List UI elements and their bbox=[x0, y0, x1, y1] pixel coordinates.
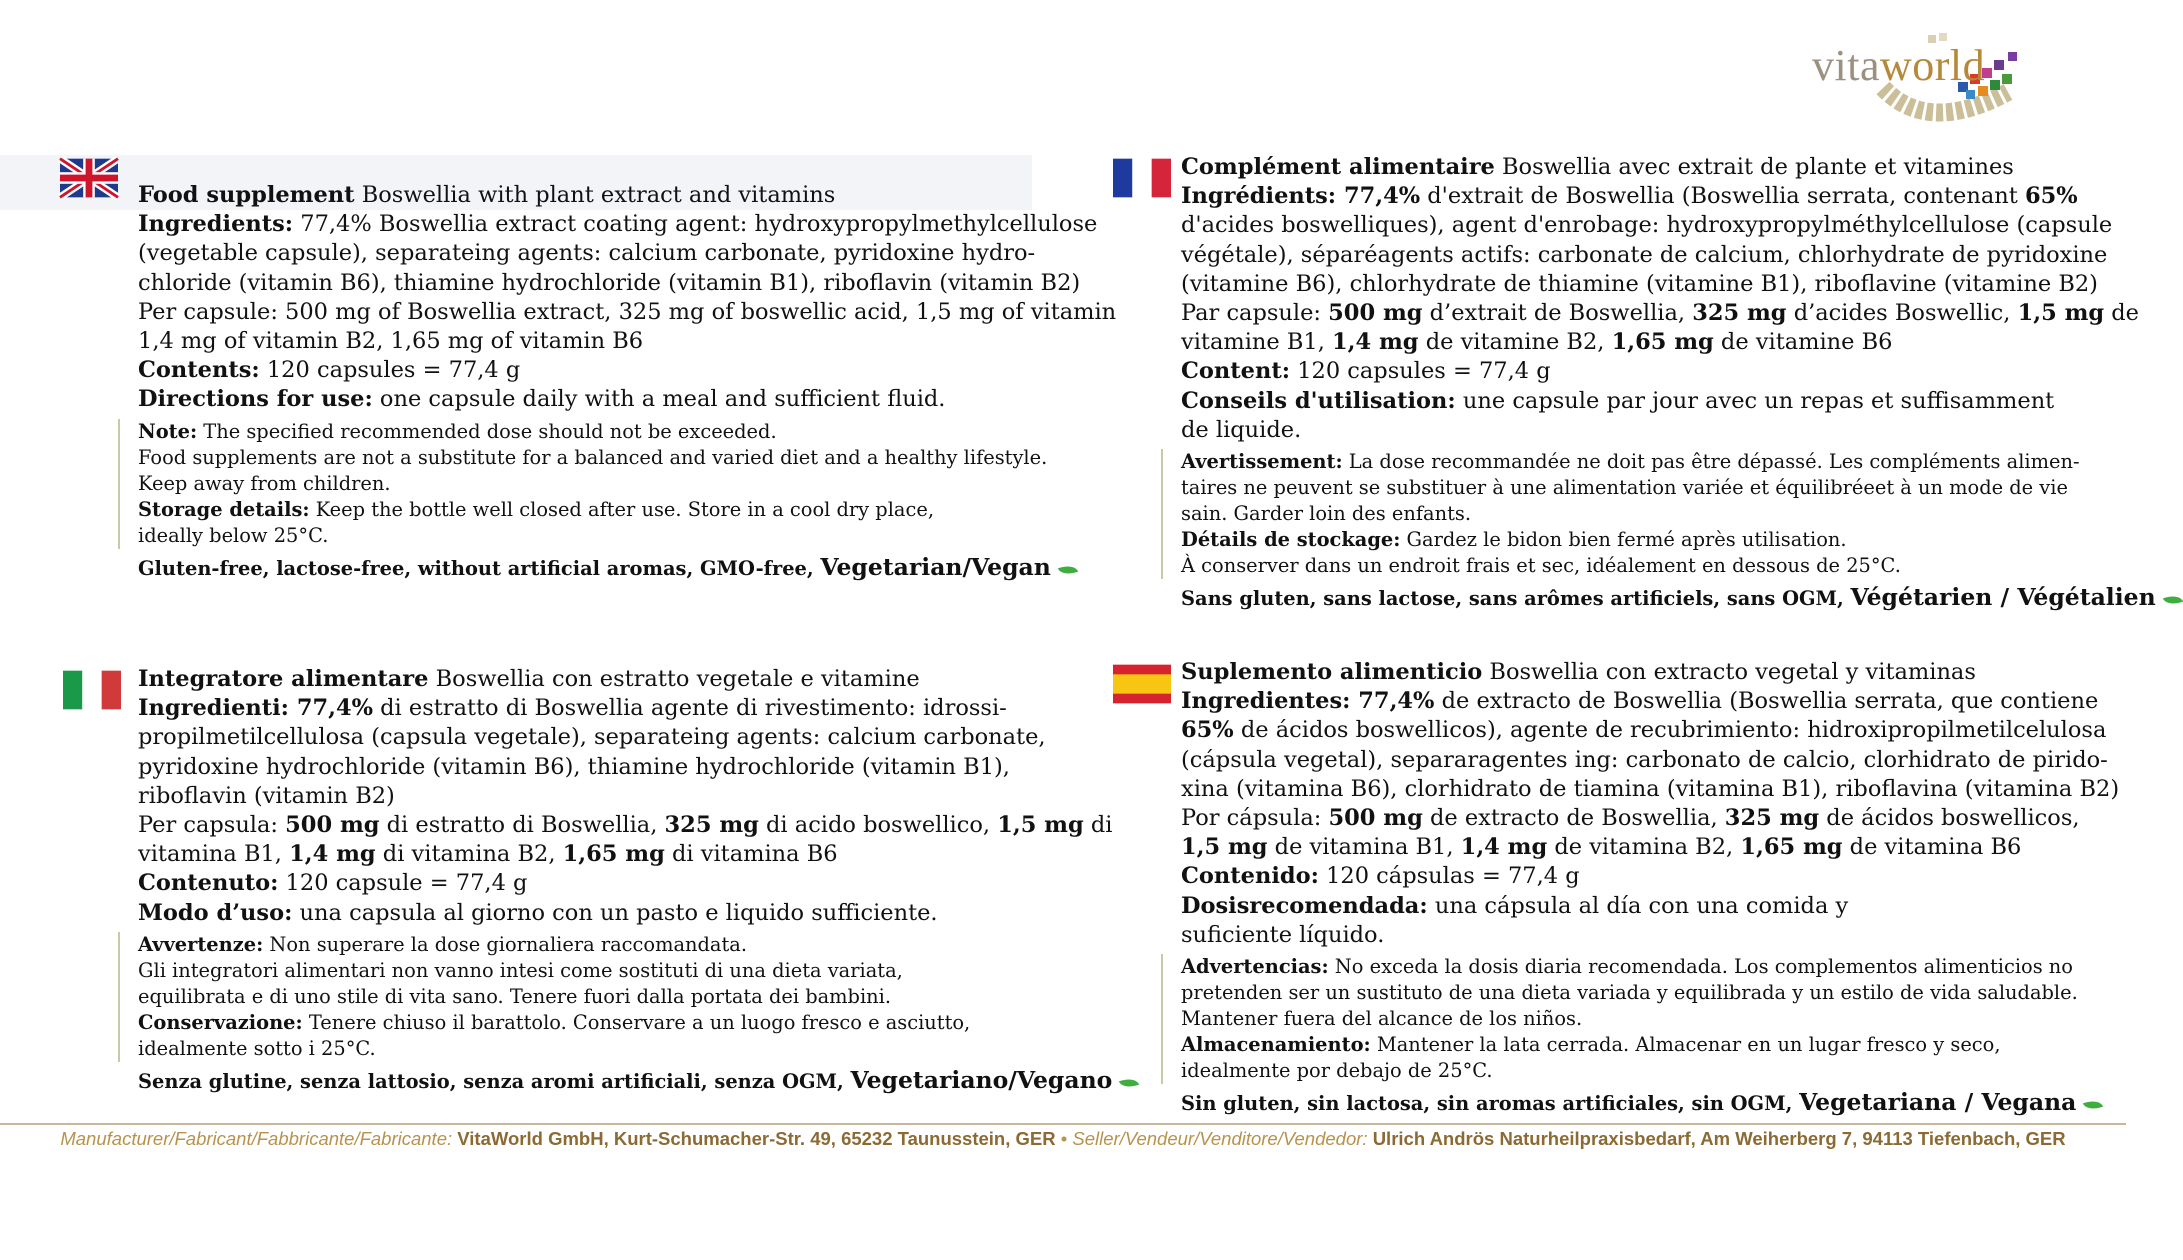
en-ingredients: Ingredients: 77,4% Boswellia extract coating agent: hydroxypropylmethylcellulose bbox=[138, 211, 1098, 238]
en-contents: Contents: 120 capsules = 77,4 g bbox=[138, 357, 521, 384]
es-allergen-info: Sin gluten, sin lactosa, sin aromas artificiales, sin OGM, Vegetariana / Vegana bbox=[1181, 1088, 2181, 1118]
en-ingredients-line2: (vegetable capsule), separateing agents: calcium carbonate, pyridoxine hydro- bbox=[138, 240, 1036, 267]
en-directions: Directions for use: one capsule daily with a meal and sufficient fluid. bbox=[138, 386, 946, 413]
en-allergen-info: Gluten-free, lactose-free, without artificial aromas, GMO-free, Vegetarian/Vegan bbox=[138, 553, 1138, 583]
it-per-capsule: Per capsula: 500 mg di estratto di Boswellia, 325 mg di acido boswellico, 1,5 mg di bbox=[138, 812, 1113, 839]
fr-contents: Content: 120 capsules = 77,4 g bbox=[1181, 358, 1551, 385]
fr-heading: Complément alimentaire Boswellia avec extrait de plante et vitamines bbox=[1181, 154, 2014, 180]
italian-section: Integratore alimentare Boswellia con estratto vegetale e vitamine Ingredienti: 77,4% di estratto di Boswellia agente di rivestimento: idrossi- propilmetilcellulosa (capsula vegetale), separateing agents: calcium carbonate, pyridoxine hydrochloride (vitamin B6), thiamine hydrochloride (vitamin B1), riboflavin (vitamin B2) Per capsula: 500 mg di estratto di Boswellia, 325 mg di acido boswellico, 1,5 mg di vitamina B1, 1,4 mg di vitamina B2, 1,65 mg di vitamina B6 Contenuto: 120 capsule = 77,4 g Modo d’uso: una capsula al giorno con un pasto e liquido sufficiente. Avvertenze: Non superare la dose giornaliera raccomandata. Gli integratori alimentari non vanno intesi come sostituti di una dieta variata, equilibrata e di uno stile di vita sano. Tenere fuori dalla portata dei bambini. Conservazione: Tenere chiuso il barattolo. Conservare a un luogo fresco e asciutto, idealmente sotto i 25°C. Senza glutine, senza lattosio, senza aromi artificiali, senza OGM, Vegetariano/Vegano bbox=[138, 665, 1138, 1096]
footer: Manufacturer/Fabricant/Fabbricante/Fabricante: VitaWorld GmbH, Kurt-Schumacher-Str. 49, 65232 Taunusstein, GER • Seller/Vendeur/Venditore/Vendedor: Ulrich Andrös Naturheilpraxisbedarf, Am Weiherberg 7, 94113 Tiefenbach, GER bbox=[60, 1128, 2066, 1149]
en-notes: Note: The specified recommended dose should not be exceeded. Food supplements are not a substitute for a balanced and varied diet and a healthy lifestyle. Keep away from children. Storage details: Keep the bottle well closed after use. Store in a cool dry place, ideally below 25°C. bbox=[118, 419, 1138, 549]
en-ingredients-line3: chloride (vitamin B6), thiamine hydrochloride (vitamin B1), riboflavin (vitamin B2) bbox=[138, 269, 1081, 296]
leaf-icon bbox=[2163, 592, 2183, 608]
it-contents: Contenuto: 120 capsule = 77,4 g bbox=[138, 870, 528, 897]
fr-directions: Conseils d'utilisation: une capsule par jour avec un repas et suffisamment bbox=[1181, 387, 2055, 414]
seller: Ulrich Andrös Naturheilpraxisbedarf, Am Weiherberg 7, 94113 Tiefenbach, GER bbox=[1372, 1128, 2066, 1149]
it-heading: Integratore alimentare Boswellia con estratto vegetale e vitamine bbox=[138, 666, 920, 692]
es-per-capsule: Por cápsula: 500 mg de extracto de Boswellia, 325 mg de ácidos boswellicos, bbox=[1181, 805, 2080, 832]
es-heading: Suplemento alimenticio Boswellia con extracto vegetal y vitaminas bbox=[1181, 659, 1976, 685]
fr-per-capsule: Par capsule: 500 mg d’extrait de Boswellia, 325 mg d’acides Boswellic, 1,5 mg de bbox=[1181, 300, 2139, 327]
french-section: Complément alimentaire Boswellia avec extrait de plante et vitamines Ingrédients: 77,4% d'extrait de Boswellia (Boswellia serrata, contenant 65% d'acides boswelliques), agent d'enrobage: hydroxypropylméthylcellulose (capsule végétale), séparéagents actifs: carbonate de calcium, chlorhydrate de pyridoxine (vitamine B6), chlorhydrate de thiamine (vitamine B1), riboflavine (vitamine B2) Par capsule: 500 mg d’extrait de Boswellia, 325 mg d’acides Boswellic, 1,5 mg de vitamine B1, 1,4 mg de vitamine B2, 1,65 mg de vitamine B6 Content: 120 capsules = 77,4 g Conseils d'utilisation: une capsule par jour avec un repas et suffisamment de liquide. Avertissement: La dose recommandée ne doit pas être dépassé. Les compléments alimen- taires ne peuvent se substituer à une alimentation variée et équilibréeet à un mode de vie sain. Garder loin des enfants. Détails de stockage: Gardez le bidon bien fermé après utilisation. À conserver dans un endroit frais et sec, idéalement en dessous de 25°C. Sans gluten, sans lactose, sans arômes artificiels, sans OGM, Végétarien / Végétalien bbox=[1181, 153, 2181, 613]
leaf-icon bbox=[2083, 1097, 2103, 1113]
logo-text: vitaworld bbox=[1812, 41, 1986, 90]
en-heading: Food supplement Boswellia with plant extract and vitamins bbox=[138, 182, 836, 208]
it-allergen-info: Senza glutine, senza lattosio, senza aromi artificiali, senza OGM, Vegetariano/Vegano bbox=[138, 1066, 1138, 1096]
spanish-section: Suplemento alimenticio Boswellia con extracto vegetal y vitaminas Ingredientes: 77,4% de extracto de Boswellia (Boswellia serrata, que contiene 65% de ácidos boswellicos), agente de recubrimiento: hidroxipropilmetilcelulosa (cápsula vegetal), separaragentes ing: carbonato de calcio, clorhidrato de pirido- xina (vitamina B6), clorhidrato de tiamina (vitamina B1), riboflavina (vitamina B2) Por cápsula: 500 mg de extracto de Boswellia, 325 mg de ácidos boswellicos, 1,5 mg de vitamina B1, 1,4 mg de vitamina B2, 1,65 mg de vitamina B6 Contenido: 120 cápsulas = 77,4 g Dosisrecomendada: una cápsula al día con una comida y suficiente líquido. Advertencias: No exceda la dosis diaria recomendada. Los complementos alimenticios no pretenden ser un sustituto de una dieta variada y equilibrada y un estilo de vida saludable. Mantener fuera del alcance de los niños. Almacenamiento: Mantener la lata cerrada. Almacenar en un lugar fresco y seco, idealmente por debajo de 25°C. Sin gluten, sin lactosa, sin aromas artificiales, sin OGM, Vegetariana / Vegana bbox=[1181, 658, 2181, 1118]
en-per-capsule-line2: 1,4 mg of vitamin B2, 1,65 mg of vitamin B6 bbox=[138, 328, 644, 355]
italy-flag-icon bbox=[63, 670, 121, 710]
footer-divider bbox=[0, 1123, 2126, 1125]
leaf-icon bbox=[1119, 1075, 1139, 1091]
english-section bbox=[138, 181, 1138, 583]
uk-flag-icon bbox=[60, 158, 118, 198]
es-notes: Advertencias: No exceda la dosis diaria recomendada. Los complementos alimenticios no pretenden ser un sustituto de una dieta variada y equilibrada y un estilo de vida saludable. Mantener fuera del alcance de los niños. Almacenamiento: Mantener la lata cerrada. Almacenar en un lugar fresco y seco, idealmente por debajo de 25°C. bbox=[1161, 954, 2181, 1084]
vitaworld-logo bbox=[1808, 30, 2058, 135]
manufacturer-label: Manufacturer/Fabricant/Fabbricante/Fabricante: bbox=[60, 1128, 458, 1149]
fr-ingredients: Ingrédients: 77,4% d'extrait de Boswellia (Boswellia serrata, contenant 65% bbox=[1181, 183, 2078, 210]
leaf-icon bbox=[1058, 562, 1078, 578]
it-directions: Modo d’uso: una capsula al giorno con un pasto e liquido sufficiente. bbox=[138, 899, 938, 926]
it-notes: Avvertenze: Non superare la dose giornaliera raccomandata. Gli integratori alimentari non vanno intesi come sostituti di una dieta variata, equilibrata e di uno stile di vita sano. Tenere fuori dalla portata dei bambini. Conservazione: Tenere chiuso il barattolo. Conservare a un luogo fresco e asciutto, idealmente sotto i 25°C. bbox=[118, 932, 1138, 1062]
seller-label: Seller/Vendeur/Venditore/Vendedor: bbox=[1072, 1128, 1373, 1149]
manufacturer: VitaWorld GmbH, Kurt-Schumacher-Str. 49, 65232 Taunusstein, GER bbox=[457, 1128, 1056, 1149]
es-ingredients: Ingredientes: 77,4% de extracto de Boswellia (Boswellia serrata, que contiene bbox=[1181, 688, 2099, 715]
en-per-capsule: Per capsule: 500 mg of Boswellia extract, 325 mg of boswellic acid, 1,5 mg of vitamin bbox=[138, 298, 1117, 325]
fr-notes: Avertissement: La dose recommandée ne doit pas être dépassé. Les compléments alimen- taires ne peuvent se substituer à une alimentation variée et équilibréeet à un mode de vie sain. Garder loin des enfants. Détails de stockage: Gardez le bidon bien fermé après utilisation. À conserver dans un endroit frais et sec, idéalement en dessous de 25°C. bbox=[1161, 449, 2181, 579]
es-directions: Dosisrecomendada: una cápsula al día con una comida y bbox=[1181, 892, 1849, 919]
it-ingredients: Ingredienti: 77,4% di estratto di Boswellia agente di rivestimento: idrossi- bbox=[138, 695, 1007, 722]
fr-allergen-info: Sans gluten, sans lactose, sans arômes artificiels, sans OGM, Végétarien / Végétalien bbox=[1181, 583, 2181, 613]
es-contents: Contenido: 120 cápsulas = 77,4 g bbox=[1181, 863, 1580, 890]
